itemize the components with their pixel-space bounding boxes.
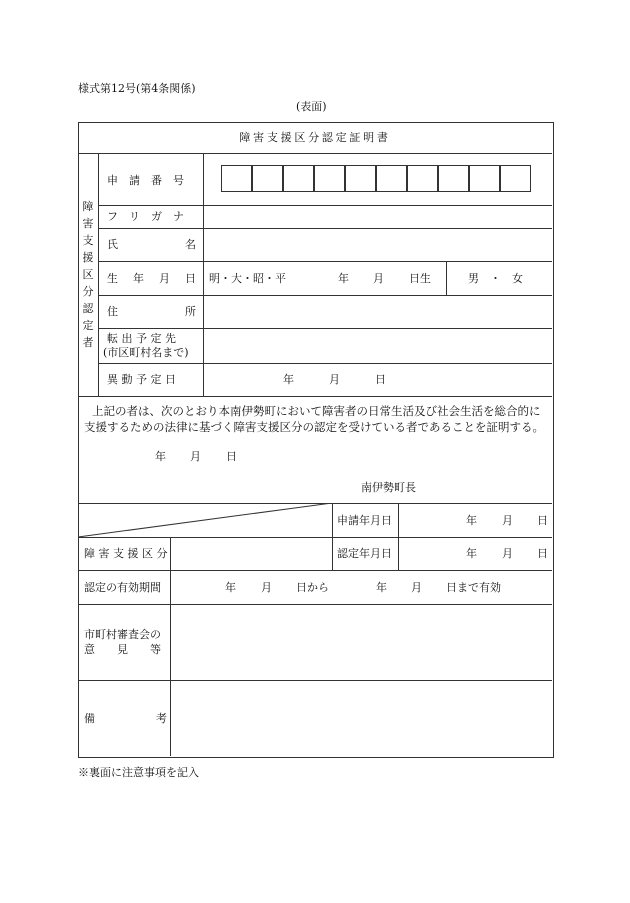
remarks-field[interactable] — [171, 681, 551, 755]
validity-start-month-unit: 月 — [261, 581, 272, 594]
form-number: 様式第12号(第4条関係) — [78, 82, 196, 95]
footnote: ※裏面に注意事項を記入 — [78, 766, 199, 779]
committee-opinion-label-2: 意 見 等 — [84, 643, 161, 656]
birth-era-options[interactable]: 明・大・昭・平 — [209, 272, 286, 285]
committee-opinion-field[interactable] — [171, 605, 551, 679]
validity-end-day-unit: 日まで有効 — [446, 581, 501, 594]
certification-month-unit: 月 — [502, 547, 513, 560]
issuer: 南伊勢町長 — [361, 481, 416, 494]
remarks-label-b: 考 — [156, 712, 167, 725]
application-number-label: 申 請 番 号 — [107, 174, 184, 187]
change-date-label: 異 動 予 定 日 — [107, 373, 176, 386]
name-label-end: 名 — [185, 238, 196, 251]
gender-options[interactable]: 男 ・ 女 — [468, 272, 523, 285]
application-day-unit: 日 — [537, 514, 548, 527]
validity-end-month-unit: 月 — [411, 581, 422, 594]
application-year-unit: 年 — [466, 514, 477, 527]
certification-day-unit: 日 — [537, 547, 548, 560]
validity-end-year-unit: 年 — [376, 581, 387, 594]
move-destination-label: 転 出 予 定 先 — [107, 332, 176, 345]
side-label: (表面) — [296, 100, 327, 113]
validity-start-year-unit: 年 — [225, 581, 236, 594]
group-label-vertical: 障 害 支 援 区 分 認 定 者 — [82, 200, 94, 349]
name-label: 氏 — [107, 238, 118, 251]
validity-label: 認定の有効期間 — [84, 581, 161, 594]
birth-label-1: 生 — [107, 272, 118, 285]
address-field[interactable] — [204, 296, 551, 327]
birth-year-unit: 年 — [338, 272, 349, 285]
change-year-unit: 年 — [283, 373, 294, 386]
support-category-label: 障 害 支 援 区 分 — [84, 547, 168, 560]
application-date-label: 申請年月日 — [337, 514, 392, 527]
certification-date-label: 認定年月日 — [337, 547, 392, 560]
validity-start-day-unit: 日から — [296, 581, 329, 594]
move-destination-note: (市区町村名まで) — [103, 346, 189, 359]
certification-year-unit: 年 — [466, 547, 477, 560]
form-title: 障害支援区分認定証明書 — [239, 131, 391, 144]
issue-year-unit: 年 — [155, 450, 166, 463]
birth-label-2: 年 — [133, 272, 144, 285]
issue-day-unit: 日 — [226, 450, 237, 463]
address-label-end: 所 — [185, 305, 196, 318]
change-day-unit: 日 — [375, 373, 386, 386]
birth-label-3: 月 — [159, 272, 170, 285]
diagonal-slash — [78, 503, 333, 538]
birth-month-unit: 月 — [373, 272, 384, 285]
move-destination-field[interactable] — [204, 329, 551, 362]
support-category-field[interactable] — [171, 538, 331, 569]
birth-day-unit: 日生 — [409, 272, 431, 285]
issue-month-unit: 月 — [190, 450, 201, 463]
statement-line-1: 上記の者は、次のとおり本南伊勢町において障害者の日常生活及び社会生活を総合的に — [92, 404, 541, 418]
committee-opinion-label: 市町村審査会の — [84, 628, 161, 641]
birth-label-4: 日 — [185, 272, 196, 285]
statement-line-2: 支援するための法律に基づく障害支援区分の認定を受けている者であることを証明する。 — [84, 420, 544, 434]
application-month-unit: 月 — [502, 514, 513, 527]
name-field[interactable] — [204, 229, 551, 260]
furigana-label: フ リ ガ ナ — [107, 210, 184, 223]
remarks-label-a: 備 — [84, 712, 95, 725]
furigana-field[interactable] — [204, 206, 551, 227]
change-month-unit: 月 — [329, 373, 340, 386]
address-label: 住 — [107, 305, 118, 318]
